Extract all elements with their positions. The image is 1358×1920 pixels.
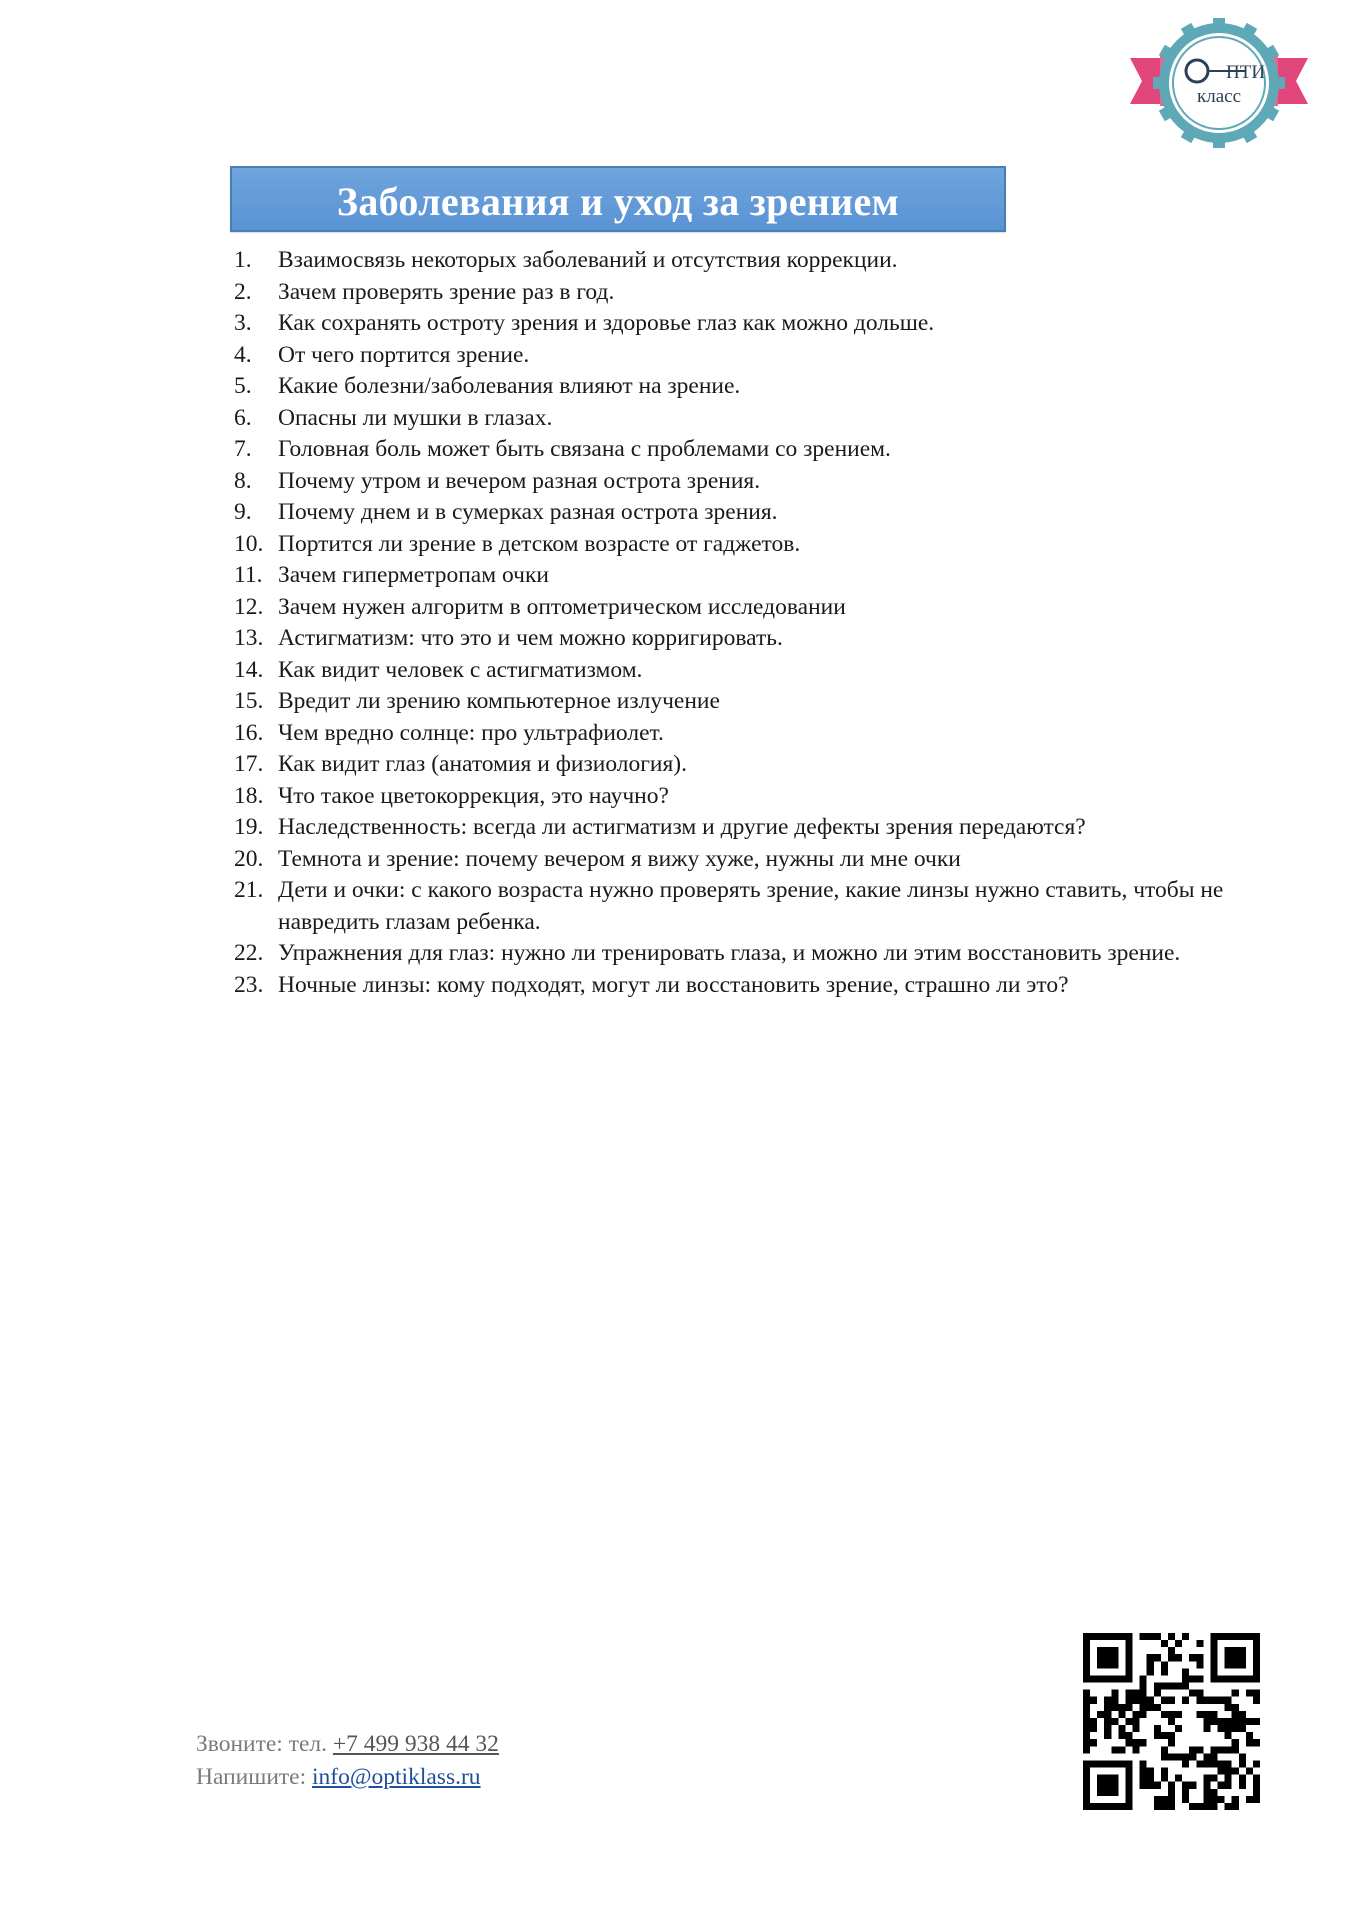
email-link[interactable]: info@optiklass.ru	[312, 1764, 481, 1790]
list-item	[234, 277, 1274, 309]
list-item-number: 5.	[234, 373, 252, 399]
list-item-text: Что такое цветокоррекция, это научно?	[278, 782, 669, 809]
list-item-number: 6.	[234, 404, 252, 431]
phone-line	[196, 1728, 499, 1761]
list-item	[234, 718, 1274, 750]
list-item-number: 21.	[234, 877, 264, 903]
email-label: Напишите:	[196, 1764, 307, 1790]
list-item-text: Вредит ли зрению компьютерное излучение	[278, 688, 720, 714]
list-item	[234, 340, 1274, 372]
list-item	[234, 403, 1274, 435]
phone-link[interactable]: +7 499 938 44 32	[332, 1731, 499, 1757]
phone-label: Звоните: тел.	[196, 1731, 328, 1757]
list-item	[234, 245, 1274, 277]
list-item-number: 19.	[234, 814, 264, 840]
list-item-text: Упражнения для глаз: нужно ли тренировать глаза, и можно ли этим восстановить зрение.	[278, 940, 1181, 966]
list-item	[234, 466, 1274, 498]
list-item	[234, 970, 1274, 1002]
list-item-text: Как видит человек с астигматизмом.	[278, 656, 643, 683]
list-item	[234, 560, 1274, 592]
list-item	[234, 938, 1274, 970]
list-item-text: Опасны ли мушки в глазах.	[278, 404, 553, 431]
list-item	[234, 844, 1274, 876]
list-item-text: Как видит глаз (анатомия и физиология).	[278, 751, 688, 777]
list-item	[234, 686, 1274, 718]
list-item-number: 9.	[234, 499, 252, 525]
list-item	[234, 529, 1274, 561]
list-item-number: 11.	[234, 562, 263, 588]
list-item	[234, 371, 1274, 403]
list-item-text: Головная боль может быть связана с проблемами со зрением.	[278, 436, 891, 462]
list-item	[234, 434, 1274, 466]
list-item-number: 1.	[234, 247, 252, 273]
list-item-number: 18.	[234, 782, 264, 809]
list-item-text: Дети и очки: с какого возраста нужно проверять зрение, какие линзы нужно ставить, чтобы не навредить глазам ребенка.	[278, 877, 1224, 935]
list-item-number: 13.	[234, 625, 264, 651]
list-item-number: 3.	[234, 310, 252, 336]
list-item-number: 12.	[234, 593, 264, 620]
title-banner	[230, 166, 1006, 232]
list-item-text: Зачем нужен алгоритм в оптометрическом исследовании	[278, 593, 846, 620]
list-item-number: 17.	[234, 751, 264, 777]
list-item-text: Какие болезни/заболевания влияют на зрение.	[278, 373, 741, 399]
list-item	[234, 655, 1274, 687]
list-item	[234, 308, 1274, 340]
list-item	[234, 812, 1274, 844]
list-item-text: Темнота и зрение: почему вечером я вижу хуже, нужны ли мне очки	[278, 845, 961, 872]
list-item-text: Зачем гиперметропам очки	[278, 562, 549, 588]
list-item	[234, 875, 1274, 938]
list-item	[234, 623, 1274, 655]
list-item-text: Как сохранять остроту зрения и здоровье глаз как можно дольше.	[278, 310, 935, 336]
topic-list	[234, 245, 1274, 1001]
list-item-text: Наследственность: всегда ли астигматизм и другие дефекты зрения передаются?	[278, 814, 1086, 840]
list-item-text: Чем вредно солнце: про ультрафиолет.	[278, 719, 664, 746]
list-item-text: Портится ли зрение в детском возрасте от гаджетов.	[278, 530, 801, 557]
list-item-text: Астигматизм: что это и чем можно корригировать.	[278, 625, 783, 651]
list-item-number: 8.	[234, 467, 252, 494]
list-item-text: От чего портится зрение.	[278, 341, 530, 368]
list-item-number: 16.	[234, 719, 264, 746]
email-line	[196, 1761, 499, 1794]
list-item-number: 14.	[234, 656, 264, 683]
list-item-number: 4.	[234, 341, 252, 368]
list-item-text: Ночные линзы: кому подходят, могут ли восстановить зрение, страшно ли это?	[278, 971, 1069, 998]
list-item-number: 15.	[234, 688, 264, 714]
contacts	[196, 1728, 499, 1794]
list-item-number: 10.	[234, 530, 264, 557]
page-title: Заболевания и уход за зрением	[336, 178, 900, 224]
list-item-number: 2.	[234, 278, 252, 305]
list-item-text: Почему днем и в сумерках разная острота зрения.	[278, 499, 778, 525]
list-item	[234, 592, 1274, 624]
list-item-text: Почему утром и вечером разная острота зрения.	[278, 467, 761, 494]
list-item-text: Зачем проверять зрение раз в год.	[278, 278, 615, 305]
list-item	[234, 749, 1274, 781]
list-item-number: 23.	[234, 971, 264, 998]
logo-text-top: ПТИ	[1226, 62, 1266, 83]
optiklass-logo	[1130, 18, 1308, 148]
qr-code	[1083, 1633, 1260, 1810]
list-item-text: Взаимосвязь некоторых заболеваний и отсутствия коррекции.	[278, 247, 898, 273]
logo-text-bottom: класс	[1196, 86, 1242, 107]
list-item	[234, 781, 1274, 813]
list-item-number: 22.	[234, 940, 264, 966]
list-item-number: 7.	[234, 436, 252, 462]
list-item	[234, 497, 1274, 529]
list-item-number: 20.	[234, 845, 264, 872]
